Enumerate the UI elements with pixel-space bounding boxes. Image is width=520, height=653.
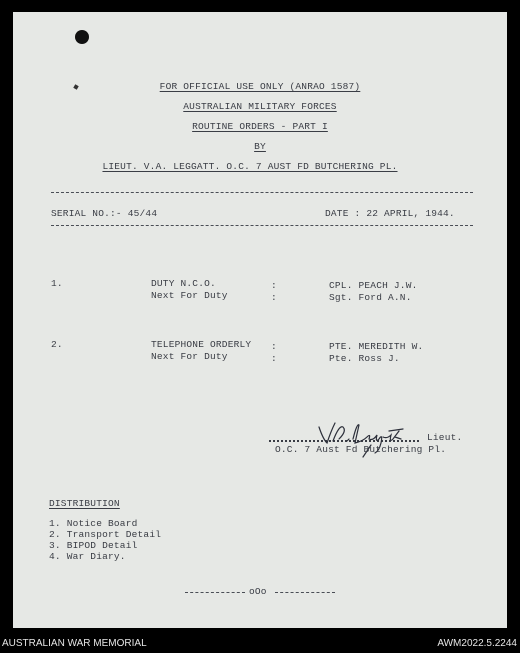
serial-number [51, 208, 157, 219]
distribution-item: 4. War Diary. [49, 551, 126, 562]
order-separator: : [271, 341, 277, 352]
distribution-item: 2. Transport Detail [49, 529, 162, 540]
order-next-label: Next For Duty [151, 290, 228, 301]
order-number: 2. [51, 339, 63, 350]
order-separator: : [271, 280, 277, 291]
divider-bottom [51, 225, 473, 226]
distribution-item: 3. BIPOD Detail [49, 540, 138, 551]
divider-top [51, 192, 473, 193]
classification-heading: FOR OFFICIAL USE ONLY (ANRAO 1587) [159, 81, 361, 92]
order-duty: DUTY N.C.O. [151, 278, 216, 289]
order-date [325, 208, 455, 219]
end-rule-right [275, 592, 335, 593]
serial-label: SERIAL NO.:- [51, 208, 122, 219]
by-line: BY [254, 141, 266, 152]
distribution-item: 1. Notice Board [49, 518, 138, 529]
archive-caption-bar [0, 635, 520, 653]
signatory-unit: O.C. 7 Aust Fd Butchering Pl. [275, 444, 447, 455]
order-separator: : [271, 353, 277, 364]
date-label: DATE : [325, 208, 361, 219]
order-assigned: CPL. PEACH J.W. [329, 280, 418, 291]
end-rule-left [185, 592, 245, 593]
archive-accession-number: AWM2022.5.2244 [437, 638, 517, 649]
order-next-label: Next For Duty [151, 351, 228, 362]
organisation-heading: AUSTRALIAN MILITARY FORCES [183, 101, 337, 112]
orders-title: ROUTINE ORDERS - PART I [192, 121, 328, 132]
punch-hole [75, 30, 89, 44]
order-duty: TELEPHONE ORDERLY [151, 339, 252, 350]
order-separator: : [271, 292, 277, 303]
serial-value: 45/44 [127, 208, 158, 219]
distribution-heading: DISTRIBUTION [49, 498, 120, 509]
order-next: Pte. Ross J. [329, 353, 400, 364]
end-mark: oOo [249, 586, 267, 597]
order-next: Sgt. Ford A.N. [329, 292, 412, 303]
document-page [13, 12, 507, 628]
order-assigned: PTE. MEREDITH W. [329, 341, 424, 352]
order-number: 1. [51, 278, 63, 289]
date-value: 22 APRIL, 1944. [366, 208, 455, 219]
archive-name: AUSTRALIAN WAR MEMORIAL [2, 638, 147, 649]
issuing-officer: LIEUT. V.A. LEGGATT. O.C. 7 AUST FD BUTCHERING PL. [102, 161, 398, 172]
signatory-rank: Lieut. [427, 432, 463, 443]
